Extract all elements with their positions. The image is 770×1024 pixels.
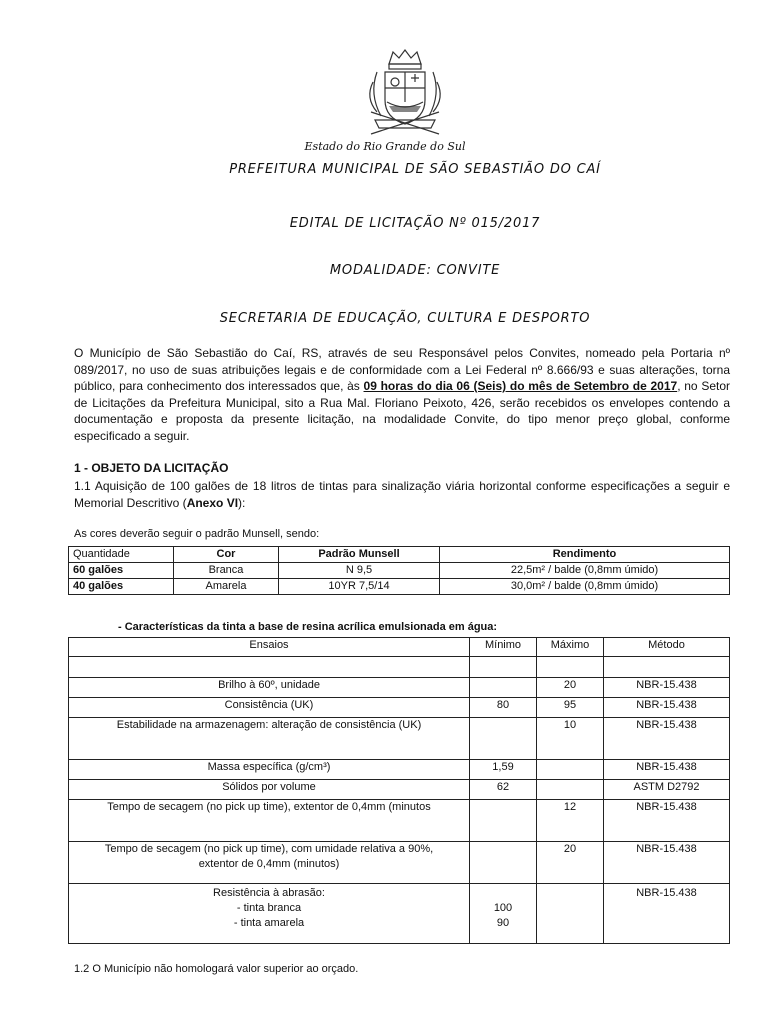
p11-text-2: ): <box>238 495 246 510</box>
municipal-coat-of-arms <box>355 42 455 142</box>
cell-line: 90 <box>496 917 510 929</box>
intro-date-highlight: 09 horas do dia 06 (Seis) do mês de Setembro de 2017 <box>363 379 678 393</box>
table-row <box>69 760 730 780</box>
note-1-2: 1.2 O Município não homologará valor superior ao orçado. <box>74 963 359 975</box>
intro-paragraph <box>74 345 730 444</box>
table-cell: 1,59 <box>470 760 537 780</box>
cell-line: 100 <box>493 902 513 914</box>
table-header-cell: Rendimento <box>440 547 730 563</box>
table-header-cell: Máximo <box>537 638 604 657</box>
table-cell: NBR-15.438 <box>604 842 730 884</box>
table-header-cell: Ensaios <box>69 638 470 657</box>
table-header-cell: Padrão Munsell <box>279 547 440 563</box>
section-1-title: 1 - OBJETO DA LICITAÇÃO <box>74 461 229 475</box>
table-cell: NBR-15.438 <box>604 884 730 944</box>
table-cell: NBR-15.438 <box>604 718 730 760</box>
table-cell: Sólidos por volume <box>69 780 470 800</box>
table-cell: Amarela <box>174 579 279 595</box>
secretaria-title: SECRETARIA DE EDUCAÇÃO, CULTURA E DESPORTO <box>219 311 591 326</box>
table-cell: Brilho à 60º, unidade <box>69 678 470 698</box>
table-row <box>69 842 730 884</box>
table-cell <box>604 657 730 678</box>
table-cell: 62 <box>470 780 537 800</box>
table-row <box>69 579 730 595</box>
table-cell: Massa específica (g/cm³) <box>69 760 470 780</box>
table-cell: 95 <box>537 698 604 718</box>
table-row <box>69 884 730 944</box>
table-cell: 10 <box>537 718 604 760</box>
table-cell <box>537 760 604 780</box>
specs-table <box>68 637 730 944</box>
table-cell <box>470 800 537 842</box>
table-row <box>69 563 730 579</box>
cell-line: Tempo de secagem (no pick up time), com umidade relativa a 90%, <box>104 843 434 855</box>
table-cell: NBR-15.438 <box>604 760 730 780</box>
table-header-row <box>69 638 730 657</box>
section-1-1-paragraph <box>74 478 730 511</box>
table-row <box>69 698 730 718</box>
table-cell: NBR-15.438 <box>604 698 730 718</box>
cell-line: - tinta amarela <box>233 917 305 929</box>
table-cell <box>470 678 537 698</box>
table-cell <box>470 657 537 678</box>
table-cell: 80 <box>470 698 537 718</box>
table-cell: NBR-15.438 <box>604 800 730 842</box>
p11-annex: Anexo VI <box>186 495 239 510</box>
table-cell: 20 <box>537 842 604 884</box>
table-cell: N 9,5 <box>279 563 440 579</box>
intro-text-1: O Município de São Sebastião do Caí, RS, através de seu Responsável pelos Convites, nomeado pela Portaria nº 089/2017, no uso de suas atribuições legais e de conformidade com a Lei Federal nº 8.666/93 e suas alterações, torna público, para conhecimento dos interessados que, às <box>74 346 730 393</box>
table-cell <box>470 718 537 760</box>
table-cell: 60 galões <box>69 563 174 579</box>
table-row <box>69 718 730 760</box>
table-cell: ASTM D2792 <box>604 780 730 800</box>
table-cell <box>470 884 537 944</box>
p11-text-1: 1.1 Aquisição de 100 galões de 18 litros de tintas para sinalização viária horizontal conforme especificações a seguir e Memorial Descritivo ( <box>74 479 730 510</box>
table-cell <box>537 780 604 800</box>
table-cell <box>69 842 470 884</box>
table-cell: Tempo de secagem (no pick up time), extentor de 0,4mm (minutos <box>69 800 470 842</box>
prefeitura-title: PREFEITURA MUNICIPAL DE SÃO SEBASTIÃO DO CAÍ <box>229 162 601 177</box>
table-cell <box>537 884 604 944</box>
table-header-cell: Quantidade <box>69 547 174 563</box>
state-name: Estado do Rio Grande do Sul <box>304 140 466 153</box>
cell-line: - tinta branca <box>236 902 302 914</box>
table-cell: 20 <box>537 678 604 698</box>
table-header-cell: Método <box>604 638 730 657</box>
intro-text-2: , no Setor de Licitações da Prefeitura Municipal, sito a Rua Mal. Floriano Peixoto, 426, serão recebidos os envelopes contendo a documentação e proposta da presente licitação, na modalidade Convite, do tipo menor preço global, conforme especificado a seguir. <box>74 379 730 443</box>
table-cell: 40 galões <box>69 579 174 595</box>
table-cell <box>69 657 470 678</box>
edital-title: EDITAL DE LICITAÇÃO Nº 015/2017 <box>289 216 541 231</box>
table-cell: Consistência (UK) <box>69 698 470 718</box>
colors-intro: As cores deverão seguir o padrão Munsell, sendo: <box>74 528 320 540</box>
table-cell: Estabilidade na armazenagem: alteração de consistência (UK) <box>69 718 470 760</box>
modalidade-title: MODALIDADE: CONVITE <box>329 263 501 278</box>
table-cell: 12 <box>537 800 604 842</box>
table-cell <box>537 657 604 678</box>
specs-title: - Características da tinta a base de resina acrílica emulsionada em água: <box>118 621 498 633</box>
cell-line: Resistência à abrasão: <box>213 887 325 899</box>
table-row <box>69 780 730 800</box>
table-header-cell: Mínimo <box>470 638 537 657</box>
table-header-cell: Cor <box>174 547 279 563</box>
table-cell: 10YR 7,5/14 <box>279 579 440 595</box>
table-row <box>69 800 730 842</box>
table-cell: Branca <box>174 563 279 579</box>
table-row <box>69 678 730 698</box>
colors-table <box>68 546 730 595</box>
table-cell: NBR-15.438 <box>604 678 730 698</box>
table-cell: 22,5m² / balde (0,8mm úmido) <box>440 563 730 579</box>
table-row <box>69 657 730 678</box>
cell-line: extentor de 0,4mm (minutos) <box>198 858 340 870</box>
table-cell <box>69 884 470 944</box>
table-cell: 30,0m² / balde (0,8mm úmido) <box>440 579 730 595</box>
table-header-row <box>69 547 730 563</box>
table-cell <box>470 842 537 884</box>
